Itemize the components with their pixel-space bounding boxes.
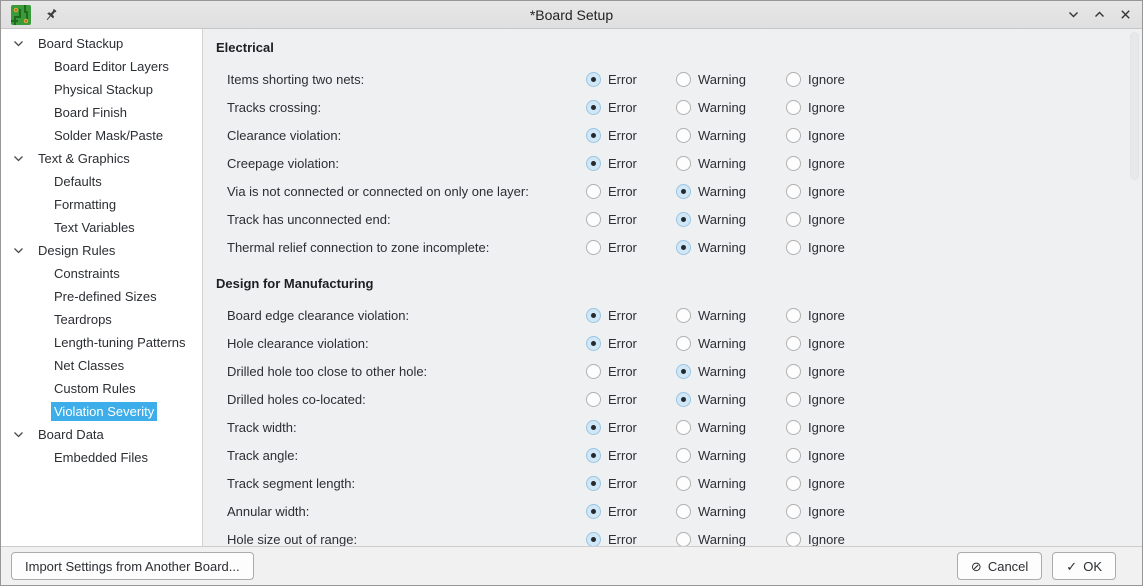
radio-checked-icon[interactable] [586,504,601,519]
ignore-radio-option[interactable] [786,240,845,255]
radio-unchecked-icon[interactable] [786,212,801,227]
warning-radio-option[interactable] [676,476,786,491]
sidebar-item-label: Teardrops [54,312,112,327]
radio-label: Error [608,211,637,227]
error-radio-option[interactable] [586,504,676,519]
radio-label: Ignore [808,211,845,227]
radio-label: Warning [698,307,746,323]
radio-unchecked-icon[interactable] [786,100,801,115]
severity-row-track-has-unconnected-end [216,205,1142,233]
radio-label: Ignore [808,99,845,115]
error-radio-option[interactable] [586,72,676,87]
pin-icon[interactable] [43,7,59,23]
warning-radio-option[interactable] [676,308,786,323]
sidebar-item-violation-severity[interactable] [1,400,202,423]
radio-label: Ignore [808,127,845,143]
chevron-down-icon[interactable] [12,152,25,165]
radio-label: Ignore [808,475,845,491]
radio-unchecked-icon[interactable] [676,72,691,87]
radio-unchecked-icon[interactable] [586,212,601,227]
sidebar-item-label: Pre-defined Sizes [54,289,157,304]
radio-label: Error [608,335,637,351]
sidebar-item-text-variables[interactable] [1,216,202,239]
section-title-design-for-manufacturing: Design for Manufacturing [216,276,374,291]
error-radio-option[interactable] [586,156,676,171]
severity-row-via-is-not-connected-or-connected-on-only-one-layer [216,177,1142,205]
ignore-radio-option[interactable] [786,336,845,351]
radio-checked-icon[interactable] [676,240,691,255]
sidebar-item-label: Design Rules [38,243,116,258]
radio-checked-icon[interactable] [586,420,601,435]
radio-label: Warning [698,239,746,255]
sidebar-item-label: Board Editor Layers [54,59,169,74]
radio-label: Error [608,183,637,199]
radio-checked-icon[interactable] [586,156,601,171]
severity-row-label: Creepage violation: [227,155,340,171]
radio-unchecked-icon[interactable] [676,156,691,171]
radio-label: Error [608,307,637,323]
severity-row-label: Via is not connected or connected on only one layer: [227,183,529,199]
vertical-scrollbar[interactable] [1130,32,1139,180]
radio-label: Ignore [808,183,845,199]
severity-row-hole-size-out-of-range [216,525,1142,546]
section-title-electrical: Electrical [216,40,274,55]
warning-radio-option[interactable] [676,212,786,227]
ignore-radio-option[interactable] [786,100,845,115]
sidebar-item-label: Length-tuning Patterns [54,335,186,350]
ignore-radio-option[interactable] [786,184,845,199]
radio-unchecked-icon[interactable] [786,308,801,323]
chevron-down-icon[interactable] [12,244,25,257]
ignore-radio-option[interactable] [786,392,845,407]
radio-label: Warning [698,503,746,519]
radio-label: Error [608,531,637,546]
radio-unchecked-icon[interactable] [786,72,801,87]
radio-label: Warning [698,475,746,491]
severity-row-thermal-relief-connection-to-zone-incomplete [216,233,1142,261]
radio-unchecked-icon[interactable] [786,392,801,407]
radio-label: Ignore [808,447,845,463]
radio-label: Warning [698,531,746,546]
ignore-radio-option[interactable] [786,364,845,379]
ignore-radio-option[interactable] [786,308,845,323]
radio-unchecked-icon[interactable] [786,448,801,463]
sidebar-item-label: Net Classes [54,358,125,373]
radio-unchecked-icon[interactable] [786,504,801,519]
severity-row-clearance-violation [216,121,1142,149]
radio-label: Warning [698,363,746,379]
radio-checked-icon[interactable] [586,308,601,323]
radio-unchecked-icon[interactable] [586,184,601,199]
severity-row-label: Drilled hole too close to other hole: [227,363,428,379]
radio-label: Warning [698,335,746,351]
radio-label: Ignore [808,531,845,546]
warning-radio-option[interactable] [676,184,786,199]
severity-row-label: Clearance violation: [227,127,342,143]
close-icon[interactable] [1117,6,1134,23]
cancel-icon: ⊘ [970,558,982,574]
radio-label: Ignore [808,419,845,435]
radio-label: Error [608,99,637,115]
severity-row-label: Drilled holes co-located: [227,391,366,407]
error-radio-option[interactable] [586,308,676,323]
ok-button[interactable]: ✓ OK [1052,552,1116,580]
radio-label: Warning [698,155,746,171]
radio-unchecked-icon[interactable] [786,532,801,547]
kicad-pcb-icon [11,5,31,25]
severity-row-label: Tracks crossing: [227,99,322,115]
sidebar-item-label: Violation Severity [51,402,157,421]
sidebar-item-custom-rules[interactable] [1,377,202,400]
error-radio-option[interactable] [586,212,676,227]
maximize-icon[interactable] [1091,6,1108,23]
ignore-radio-option[interactable] [786,448,845,463]
radio-checked-icon[interactable] [586,532,601,547]
error-radio-option[interactable] [586,100,676,115]
window-title: *Board Setup [529,6,614,23]
radio-unchecked-icon[interactable] [786,476,801,491]
ignore-radio-option[interactable] [786,72,845,87]
warning-radio-option[interactable] [676,364,786,379]
radio-checked-icon[interactable] [586,100,601,115]
radio-unchecked-icon[interactable] [786,184,801,199]
sidebar-item-label: Solder Mask/Paste [54,128,164,143]
warning-radio-option[interactable] [676,240,786,255]
severity-row-tracks-crossing [216,93,1142,121]
radio-unchecked-icon[interactable] [676,308,691,323]
radio-label: Error [608,503,637,519]
section-rows [216,65,1142,261]
sidebar-item-defaults[interactable] [1,170,202,193]
ignore-radio-option[interactable] [786,156,845,171]
severity-row-label: Thermal relief connection to zone incomplete: [227,239,490,255]
severity-row-label: Track has unconnected end: [227,211,391,227]
violation-severity-panel [203,29,1142,546]
warning-radio-option[interactable] [676,448,786,463]
sidebar-item-label: Board Data [38,427,104,442]
sidebar-item-label: Defaults [54,174,102,189]
radio-checked-icon[interactable] [586,336,601,351]
radio-label: Error [608,447,637,463]
minimize-icon[interactable] [1065,6,1082,23]
radio-checked-icon[interactable] [586,476,601,491]
radio-checked-icon[interactable] [676,392,691,407]
radio-unchecked-icon[interactable] [786,128,801,143]
sidebar-item-solder-mask-paste[interactable] [1,124,202,147]
cancel-button[interactable]: ⊘ Cancel [957,552,1042,580]
radio-unchecked-icon[interactable] [676,448,691,463]
radio-checked-icon[interactable] [676,364,691,379]
radio-label: Warning [698,211,746,227]
severity-row-track-width [216,413,1142,441]
warning-radio-option[interactable] [676,72,786,87]
radio-label: Warning [698,127,746,143]
severity-row-annular-width [216,497,1142,525]
sidebar-item-label: Embedded Files [54,450,148,465]
radio-label: Ignore [808,503,845,519]
radio-unchecked-icon[interactable] [586,240,601,255]
error-radio-option[interactable] [586,364,676,379]
ignore-radio-option[interactable] [786,476,845,491]
radio-unchecked-icon[interactable] [676,128,691,143]
severity-row-label: Track angle: [227,447,299,463]
radio-checked-icon[interactable] [586,72,601,87]
radio-label: Ignore [808,71,845,87]
radio-label: Warning [698,391,746,407]
sidebar-item-board-data[interactable] [1,423,202,446]
ignore-radio-option[interactable] [786,128,845,143]
sidebar-item-net-classes[interactable] [1,354,202,377]
radio-label: Error [608,155,637,171]
ignore-radio-option[interactable] [786,212,845,227]
ignore-radio-option[interactable] [786,504,845,519]
severity-row-board-edge-clearance-violation [216,301,1142,329]
radio-unchecked-icon[interactable] [586,392,601,407]
severity-row-label: Hole size out of range: [227,531,358,546]
radio-unchecked-icon[interactable] [676,100,691,115]
error-radio-option[interactable] [586,128,676,143]
error-radio-option[interactable] [586,420,676,435]
warning-radio-option[interactable] [676,420,786,435]
radio-label: Warning [698,419,746,435]
sidebar-item-design-rules[interactable] [1,239,202,262]
error-radio-option[interactable] [586,392,676,407]
sidebar-item-teardrops[interactable] [1,308,202,331]
sidebar-item-board-finish[interactable] [1,101,202,124]
radio-label: Warning [698,99,746,115]
radio-label: Ignore [808,239,845,255]
sidebar-tree [1,29,203,546]
warning-radio-option[interactable] [676,392,786,407]
severity-row-label: Annular width: [227,503,310,519]
warning-radio-option[interactable] [676,532,786,547]
sidebar-item-label: Board Stackup [38,36,124,51]
radio-label: Error [608,391,637,407]
section-rows [216,301,1142,546]
sidebar-item-formatting[interactable] [1,193,202,216]
sidebar-item-pre-defined-sizes[interactable] [1,285,202,308]
radio-unchecked-icon[interactable] [676,420,691,435]
severity-row-items-shorting-two-nets [216,65,1142,93]
warning-radio-option[interactable] [676,156,786,171]
radio-label: Error [608,127,637,143]
severity-row-label: Items shorting two nets: [227,71,365,87]
sidebar-item-label: Physical Stackup [54,82,153,97]
radio-checked-icon[interactable] [676,184,691,199]
warning-radio-option[interactable] [676,100,786,115]
warning-radio-option[interactable] [676,336,786,351]
sidebar-item-physical-stackup[interactable] [1,78,202,101]
error-radio-option[interactable] [586,476,676,491]
radio-unchecked-icon[interactable] [786,364,801,379]
titlebar [1,1,1142,29]
radio-label: Error [608,475,637,491]
check-icon: ✓ [1066,558,1078,574]
radio-label: Ignore [808,391,845,407]
severity-row-track-angle [216,441,1142,469]
sidebar-item-text-graphics[interactable] [1,147,202,170]
radio-label: Warning [698,71,746,87]
severity-row-drilled-holes-co-located [216,385,1142,413]
sidebar-item-label: Formatting [54,197,117,212]
error-radio-option[interactable] [586,532,676,547]
radio-checked-icon[interactable] [586,448,601,463]
sidebar-item-label: Board Finish [54,105,127,120]
radio-unchecked-icon[interactable] [786,420,801,435]
radio-label: Ignore [808,363,845,379]
warning-radio-option[interactable] [676,128,786,143]
error-radio-option[interactable] [586,240,676,255]
sidebar-item-length-tuning-patterns[interactable] [1,331,202,354]
radio-unchecked-icon[interactable] [786,156,801,171]
radio-unchecked-icon[interactable] [676,504,691,519]
sidebar-item-label: Text & Graphics [38,151,130,166]
error-radio-option[interactable] [586,184,676,199]
radio-unchecked-icon[interactable] [676,476,691,491]
error-radio-option[interactable] [586,336,676,351]
ignore-radio-option[interactable] [786,532,845,547]
severity-row-label: Track segment length: [227,475,356,491]
radio-label: Warning [698,183,746,199]
radio-label: Ignore [808,307,845,323]
radio-unchecked-icon[interactable] [676,532,691,547]
warning-radio-option[interactable] [676,504,786,519]
severity-row-track-segment-length [216,469,1142,497]
severity-row-creepage-violation [216,149,1142,177]
radio-unchecked-icon[interactable] [676,336,691,351]
sidebar-item-embedded-files[interactable] [1,446,202,469]
sidebar-item-label: Text Variables [54,220,135,235]
severity-row-label: Hole clearance violation: [227,335,369,351]
radio-label: Ignore [808,335,845,351]
sidebar-item-board-stackup[interactable] [1,32,202,55]
radio-checked-icon[interactable] [586,128,601,143]
severity-row-label: Track width: [227,419,297,435]
ignore-radio-option[interactable] [786,420,845,435]
footer-bar [1,546,1142,585]
radio-label: Ignore [808,155,845,171]
sidebar-item-constraints[interactable] [1,262,202,285]
sidebar-item-label: Constraints [54,266,120,281]
sidebar-item-board-editor-layers[interactable] [1,55,202,78]
radio-unchecked-icon[interactable] [586,364,601,379]
radio-label: Warning [698,447,746,463]
radio-label: Error [608,239,637,255]
chevron-down-icon[interactable] [12,37,25,50]
severity-row-label: Board edge clearance violation: [227,307,410,323]
radio-unchecked-icon[interactable] [786,240,801,255]
radio-unchecked-icon[interactable] [786,336,801,351]
severity-row-hole-clearance-violation [216,329,1142,357]
radio-checked-icon[interactable] [676,212,691,227]
radio-label: Error [608,363,637,379]
chevron-down-icon[interactable] [12,428,25,441]
radio-label: Error [608,71,637,87]
radio-label: Error [608,419,637,435]
sidebar-item-label: Custom Rules [54,381,136,396]
severity-row-drilled-hole-too-close-to-other-hole [216,357,1142,385]
error-radio-option[interactable] [586,448,676,463]
import-settings-button[interactable]: Import Settings from Another Board... [11,552,254,580]
